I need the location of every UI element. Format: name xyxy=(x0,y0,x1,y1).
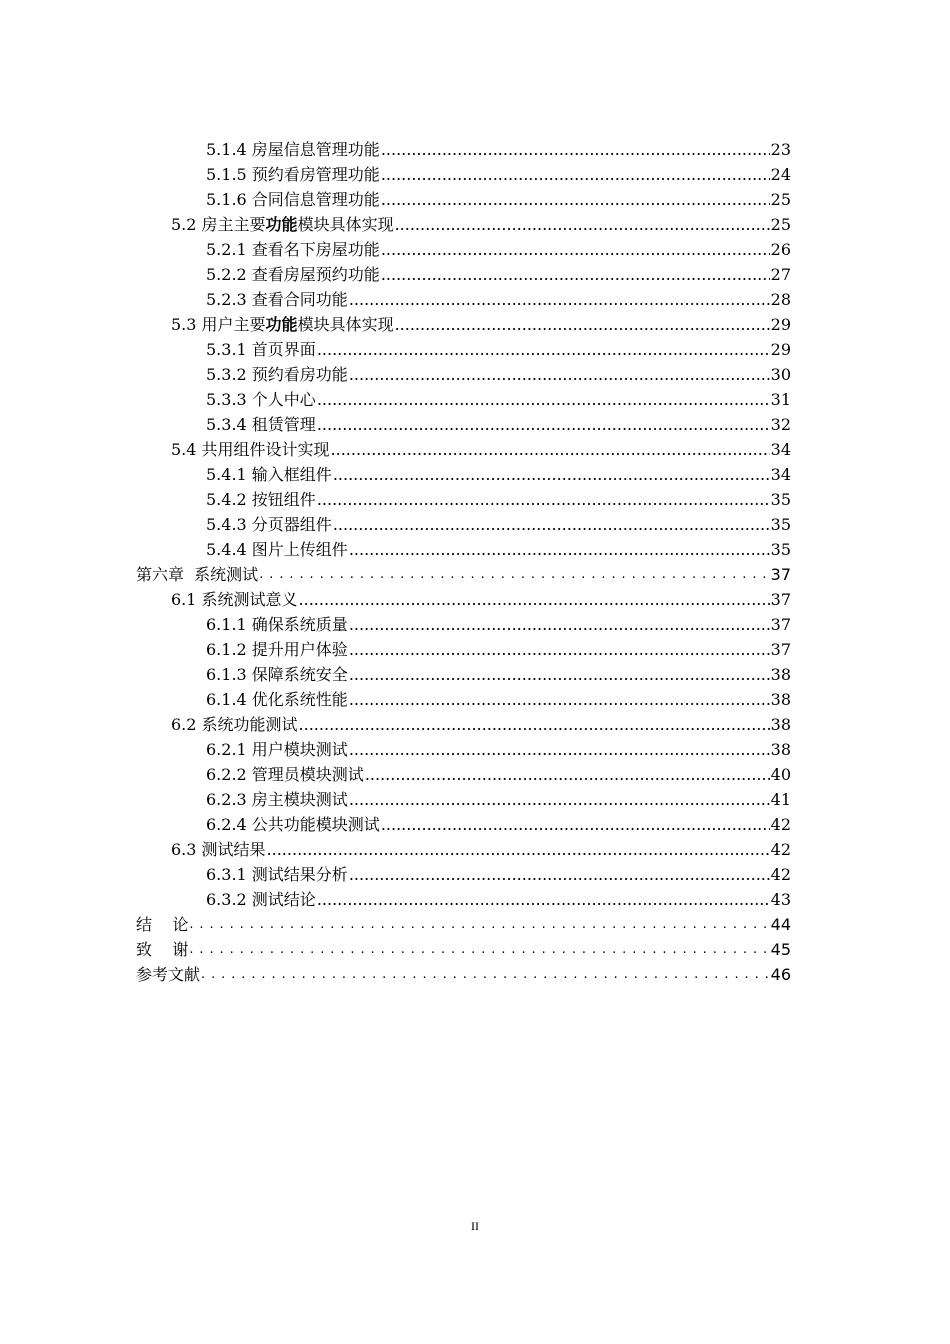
dot-leader xyxy=(381,812,770,837)
toc-entry-page: 37 xyxy=(770,590,791,609)
table-of-contents xyxy=(136,137,791,987)
toc-entry-6-2-2[interactable] xyxy=(136,762,791,787)
toc-entry-page: 32 xyxy=(770,415,791,434)
dot-leader xyxy=(349,687,770,712)
toc-entry-5-4-4[interactable] xyxy=(136,537,791,562)
toc-entry-label: 致 谢 xyxy=(136,940,189,959)
toc-entry-page: 25 xyxy=(770,190,791,209)
dot-leader xyxy=(189,935,769,962)
toc-entry-label: 5.4.4 图片上传组件 xyxy=(206,540,348,559)
toc-entry-page: 46 xyxy=(770,965,791,984)
toc-entry-label: 6.2.1 用户模块测试 xyxy=(206,740,348,759)
dot-leader xyxy=(259,560,769,587)
toc-entry-label: 6.2.3 房主模块测试 xyxy=(206,790,348,809)
dot-leader xyxy=(349,862,770,887)
toc-entry-page: 25 xyxy=(770,215,791,234)
toc-entry-5-1-4[interactable] xyxy=(136,137,791,162)
dot-leader xyxy=(349,737,770,762)
toc-entry-label: 第六章 系统测试 xyxy=(136,565,259,584)
toc-entry-5-2-3[interactable] xyxy=(136,287,791,312)
toc-entry-page: 34 xyxy=(770,465,791,484)
toc-entry-5-4[interactable] xyxy=(136,437,791,462)
toc-entry-label: 5.3.1 首页界面 xyxy=(206,340,316,359)
toc-label-suffix: 模块具体实现 xyxy=(297,215,394,234)
toc-entry-page: 38 xyxy=(770,690,791,709)
toc-entry-label: 5.4.2 按钮组件 xyxy=(206,490,316,509)
toc-entry-page: 29 xyxy=(770,340,791,359)
toc-entry-label: 5.1.5 预约看房管理功能 xyxy=(206,165,380,184)
toc-entry-6-2-1[interactable] xyxy=(136,737,791,762)
toc-entry-5-2-2[interactable] xyxy=(136,262,791,287)
toc-entry-label: 6.1 系统测试意义 xyxy=(171,590,298,609)
toc-entry-6-3-1[interactable] xyxy=(136,862,791,887)
dot-leader xyxy=(349,362,770,387)
toc-entry-5-3-4[interactable] xyxy=(136,412,791,437)
dot-leader xyxy=(333,462,770,487)
toc-entry-5-3-2[interactable] xyxy=(136,362,791,387)
page-number: II xyxy=(471,1219,479,1233)
toc-entry-label: 6.3 测试结果 xyxy=(171,840,266,859)
dot-leader xyxy=(381,237,770,262)
dot-leader xyxy=(349,787,770,812)
dot-leader xyxy=(317,487,770,512)
toc-entry-6-1-1[interactable] xyxy=(136,612,791,637)
dot-leader xyxy=(201,960,770,987)
toc-entry-page: 38 xyxy=(770,715,791,734)
dot-leader xyxy=(349,537,770,562)
dot-leader xyxy=(317,412,770,437)
toc-entry-page: 45 xyxy=(770,940,791,959)
toc-entry-label: 6.1.4 优化系统性能 xyxy=(206,690,348,709)
toc-entry-5-1-6[interactable] xyxy=(136,187,791,212)
toc-entry-page: 43 xyxy=(770,890,791,909)
dot-leader xyxy=(189,910,769,937)
toc-entry-page: 37 xyxy=(770,640,791,659)
toc-entry-label: 5.1.6 合同信息管理功能 xyxy=(206,190,380,209)
toc-entry-6-1[interactable] xyxy=(136,587,791,612)
toc-entry-6-1-2[interactable] xyxy=(136,637,791,662)
toc-entry-5-4-1[interactable] xyxy=(136,462,791,487)
toc-entry-page: 24 xyxy=(770,165,791,184)
dot-leader xyxy=(349,662,770,687)
toc-entry-page: 35 xyxy=(770,490,791,509)
dot-leader xyxy=(299,587,770,612)
toc-entry-page: 37 xyxy=(770,615,791,634)
toc-entry-5-2[interactable] xyxy=(136,212,791,237)
dot-leader xyxy=(381,187,770,212)
toc-entry-label: 6.2 系统功能测试 xyxy=(171,715,298,734)
toc-entry-label: 6.2.4 公共功能模块测试 xyxy=(206,815,380,834)
dot-leader xyxy=(365,762,770,787)
toc-label-prefix: 5.3 用户主要 xyxy=(171,315,266,334)
toc-entry-conclusion[interactable] xyxy=(136,912,791,937)
toc-entry-label: 5.3.2 预约看房功能 xyxy=(206,365,348,384)
toc-entry-page: 38 xyxy=(770,665,791,684)
toc-entry-label: 5.4.3 分页器组件 xyxy=(206,515,332,534)
toc-entry-label: 结 论 xyxy=(136,915,189,934)
dot-leader xyxy=(381,162,770,187)
toc-entry-page: 37 xyxy=(770,565,791,584)
toc-entry-label: 6.3.2 测试结论 xyxy=(206,890,316,909)
toc-entry-label: 6.1.2 提升用户体验 xyxy=(206,640,348,659)
toc-label-prefix: 5.2 房主主要 xyxy=(171,215,266,234)
toc-entry-5-3[interactable] xyxy=(136,312,791,337)
toc-entry-references[interactable] xyxy=(136,962,791,987)
toc-entry-label xyxy=(171,312,394,337)
toc-entry-6-1-3[interactable] xyxy=(136,662,791,687)
toc-entry-page: 31 xyxy=(770,390,791,409)
toc-entry-5-3-1[interactable] xyxy=(136,337,791,362)
toc-entry-6-2-3[interactable] xyxy=(136,787,791,812)
toc-entry-6-1-4[interactable] xyxy=(136,687,791,712)
dot-leader xyxy=(349,287,770,312)
dot-leader xyxy=(317,387,770,412)
dot-leader xyxy=(317,887,770,912)
toc-entry-label: 5.2.1 查看名下房屋功能 xyxy=(206,240,380,259)
dot-leader xyxy=(349,637,770,662)
toc-label-suffix: 模块具体实现 xyxy=(297,315,394,334)
toc-entry-5-1-5[interactable] xyxy=(136,162,791,187)
toc-entry-page: 41 xyxy=(770,790,791,809)
toc-entry-page: 23 xyxy=(770,140,791,159)
toc-entry-page: 35 xyxy=(770,540,791,559)
toc-entry-label: 5.4 共用组件设计实现 xyxy=(171,440,330,459)
dot-leader xyxy=(333,512,770,537)
toc-entry-6-2[interactable] xyxy=(136,712,791,737)
toc-entry-label: 5.4.1 输入框组件 xyxy=(206,465,332,484)
dot-leader xyxy=(317,337,770,362)
toc-entry-5-2-1[interactable] xyxy=(136,237,791,262)
dot-leader xyxy=(349,612,770,637)
toc-entry-label: 5.2.3 查看合同功能 xyxy=(206,290,348,309)
toc-entry-5-4-3[interactable] xyxy=(136,512,791,537)
toc-entry-page: 40 xyxy=(770,765,791,784)
toc-entry-label: 5.2.2 查看房屋预约功能 xyxy=(206,265,380,284)
dot-leader xyxy=(381,262,770,287)
toc-entry-acknowledgement[interactable] xyxy=(136,937,791,962)
toc-entry-chapter-6[interactable] xyxy=(136,562,791,587)
toc-entry-5-4-2[interactable] xyxy=(136,487,791,512)
toc-entry-page: 34 xyxy=(770,440,791,459)
toc-entry-page: 42 xyxy=(770,865,791,884)
dot-leader xyxy=(381,137,770,162)
toc-entry-label: 6.2.2 管理员模块测试 xyxy=(206,765,364,784)
dot-leader xyxy=(331,437,770,462)
dot-leader xyxy=(299,712,770,737)
toc-entry-label: 5.3.4 租赁管理 xyxy=(206,415,316,434)
toc-entry-label xyxy=(171,212,394,237)
toc-entry-6-3[interactable] xyxy=(136,837,791,862)
toc-entry-page: 42 xyxy=(770,840,791,859)
toc-entry-page: 27 xyxy=(770,265,791,284)
toc-entry-page: 30 xyxy=(770,365,791,384)
dot-leader xyxy=(395,312,770,337)
toc-entry-page: 35 xyxy=(770,515,791,534)
toc-entry-6-2-4[interactable] xyxy=(136,812,791,837)
toc-entry-page: 29 xyxy=(770,315,791,334)
toc-entry-label: 6.1.3 保障系统安全 xyxy=(206,665,348,684)
toc-label-bold: 功能 xyxy=(265,215,298,234)
toc-entry-5-3-3[interactable] xyxy=(136,387,791,412)
dot-leader xyxy=(395,212,770,237)
toc-entry-page: 44 xyxy=(770,915,791,934)
toc-entry-label: 6.1.1 确保系统质量 xyxy=(206,615,348,634)
toc-entry-label: 6.3.1 测试结果分析 xyxy=(206,865,348,884)
toc-entry-page: 26 xyxy=(770,240,791,259)
toc-entry-page: 42 xyxy=(770,815,791,834)
toc-entry-page: 38 xyxy=(770,740,791,759)
toc-entry-label: 参考文献 xyxy=(136,965,201,984)
toc-entry-label: 5.3.3 个人中心 xyxy=(206,390,316,409)
toc-entry-label: 5.1.4 房屋信息管理功能 xyxy=(206,140,380,159)
dot-leader xyxy=(267,837,770,862)
toc-entry-6-3-2[interactable] xyxy=(136,887,791,912)
toc-label-bold: 功能 xyxy=(265,315,298,334)
toc-entry-page: 28 xyxy=(770,290,791,309)
